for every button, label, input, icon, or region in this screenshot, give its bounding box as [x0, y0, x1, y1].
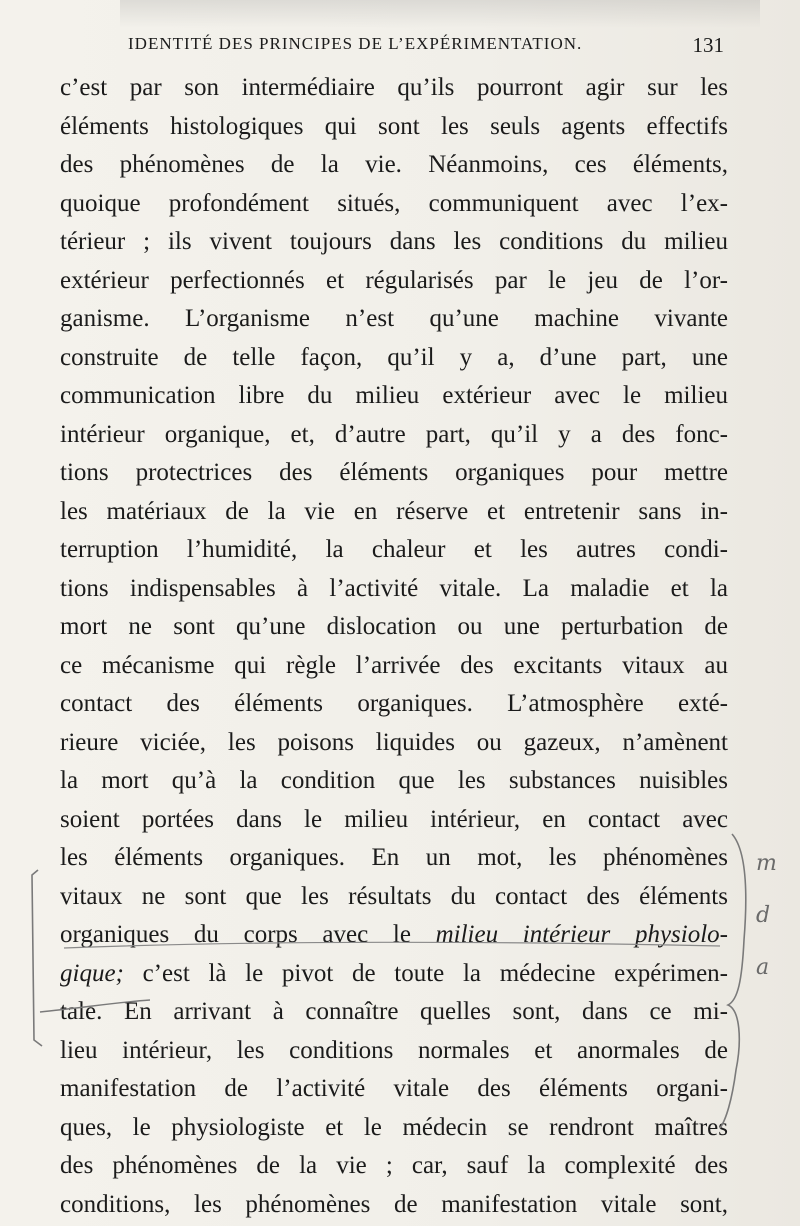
text-line [60, 955, 728, 994]
text-line: les éléments organiques. En un mot, les phénomènes [60, 844, 728, 871]
text-line: soient portées dans le milieu intérieur, en contact avec [60, 805, 728, 833]
text-line: mort ne sont qu’une dislocation ou une perturbation de [60, 613, 728, 640]
margin-handwriting [756, 838, 800, 1008]
running-header [128, 34, 728, 58]
text-line: extérieur perfectionnés et régularisés par le jeu de l’or- [60, 266, 728, 294]
italic-term: gique; [60, 959, 124, 987]
text-line: vitaux ne sont que les résultats du contact des éléments [60, 882, 728, 910]
left-bracket-mark [32, 870, 42, 1046]
text-line: intérieur organique, et, d’autre part, qu’il y a des fonc- [60, 420, 728, 448]
text-line: ques, le physiologiste et le médecin se rendront maîtres [60, 1113, 728, 1141]
text-line: tions indispensables à l’activité vitale. La maladie et la [60, 574, 728, 602]
text-line: communication libre du milieu extérieur avec le milieu [60, 382, 728, 409]
line-text: c’est là le pivot de toute la médecine expérimen- [123, 959, 728, 987]
line-text: organiques du corps avec le [60, 921, 436, 948]
text-line: tale. En arrivant à connaître quelles sont, dans ce mi- [60, 998, 728, 1025]
text-line: des phénomènes de la vie ; car, sauf la complexité des [60, 1152, 728, 1179]
text-line: éléments histologiques qui sont les seuls agents effectifs [60, 112, 728, 140]
text-line: rieure viciée, les poisons liquides ou gazeux, n’amènent [60, 728, 728, 756]
body-paragraph [60, 69, 728, 1224]
text-line: c’est par son intermédiaire qu’ils pourront agir sur les [60, 74, 728, 101]
text-line: ce mécanisme qui règle l’arrivée des excitants vitaux au [60, 651, 728, 679]
text-line: des phénomènes de la vie. Néanmoins, ces éléments, [60, 151, 728, 178]
text-line: les matériaux de la vie en réserve et entretenir sans in- [60, 497, 728, 525]
margin-letter: m [756, 851, 777, 876]
text-line: contact des éléments organiques. L’atmosphère exté- [60, 690, 728, 717]
show-through-shadow [120, 0, 760, 28]
text-line: manifestation de l’activité vitale des éléments organi- [60, 1075, 728, 1102]
text-line: térieur ; ils vivent toujours dans les conditions du milieu [60, 228, 728, 255]
text-line: quoique profondément situés, communiquent avec l’ex- [60, 189, 728, 217]
text-line [60, 916, 728, 955]
text-line: tions protectrices des éléments organiques pour mettre [60, 459, 728, 486]
text-line: ganisme. L’organisme n’est qu’une machine vivante [60, 305, 728, 332]
text-line: terruption l’humidité, la chaleur et les autres condi- [60, 536, 728, 563]
text-line: lieu intérieur, les conditions normales et anormales de [60, 1036, 728, 1064]
italic-term: milieu intérieur physiolo- [435, 921, 728, 948]
margin-letter: d [756, 903, 771, 928]
page-number: 131 [692, 33, 724, 57]
text-line: la mort qu’à la condition que les substances nuisibles [60, 767, 728, 794]
text-line: conditions, les phénomènes de manifestation vitale sont, [60, 1190, 728, 1218]
margin-letter: a [756, 955, 770, 980]
running-title: IDENTITÉ DES PRINCIPES DE L’EXPÉRIMENTATION. [128, 34, 583, 53]
text-line: construite de telle façon, qu’il y a, d’une part, une [60, 343, 728, 371]
